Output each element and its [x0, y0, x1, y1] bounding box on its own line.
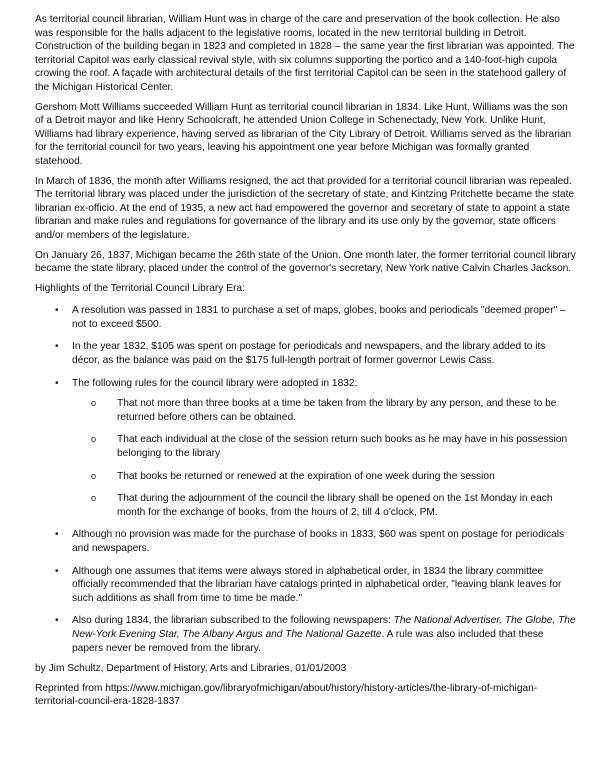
highlight-text: Although no provision was made for the purchase of books in 1833, $60 was spent on postage for periodicals and newspapers.	[72, 529, 565, 554]
highlight-item	[35, 565, 576, 606]
paragraph-williams: Gershom Mott Williams succeeded William Hunt as territorial council librarian in 1834. Like Hunt, Williams was the son of a Detroit mayor and like Henry Schoolcraft, he attended Union College in Schenectady, New York. Unlike Hunt, Williams had library experience, having served as librarian of the City Library of Detroit. Williams served as the librarian for the territorial council for two years, leaving his appointment one year before Michigan was formally granted statehood.	[35, 101, 572, 167]
highlight-item	[35, 377, 576, 520]
highlights-list	[35, 304, 576, 655]
rules-list	[72, 397, 576, 519]
bullet-icon: •	[55, 615, 59, 627]
highlight-text: Although one assumes that items were always stored in alphabetical order, in 1834 the library committee officially recommended that the librarian have catalogs printed in alphabetical order, "leaving blank leaves for such additions as shall from time to time be made."	[72, 565, 562, 604]
sub-bullet-icon: o	[91, 434, 97, 445]
rule-item	[72, 492, 576, 519]
reprint-source: Reprinted from https://www.michigan.gov/libraryofmichigan/about/history/history-articles/the-library-of-michigan-territorial-council-era-1828-1837	[35, 682, 538, 708]
bullet-icon: •	[55, 377, 59, 389]
rule-text: That during the adjournment of the council the library shall be opened on the 1st Monday in each month for the exchange of books, from the hours of 2, till 4 o'clock, PM.	[117, 493, 553, 518]
bullet-icon: •	[55, 305, 59, 317]
rule-item	[72, 433, 576, 460]
bullet-icon: •	[55, 341, 59, 353]
bullet-icon: •	[55, 529, 59, 541]
highlight-text: In the year 1832, $105 was spent on postage for periodicals and newspapers, and the library added to its décor, as the balance was paid on the $175 full-length portrait of former governor Lewis Cass.	[72, 341, 546, 367]
paragraph-repeal: In March of 1836, the month after Williams resigned, the act that provided for a territorial council librarian was repealed. The territorial library was placed under the jurisdiction of the secretary of state, and Kintzing Pritchette became the state librarian ex-officio. At the end of 1935, a new act had empowered the governor and secretary of state to appoint a state librarian and make rules and regulations for governance of the library and its use only by the governor, state officers and/or members of the legislature.	[35, 175, 575, 241]
highlight-item	[35, 340, 576, 367]
paragraph-hunt: As territorial council librarian, William Hunt was in charge of the care and preservation of the book collection. He also was responsible for the halls adjacent to the legislative rooms, located in the new territorial building in Detroit. Construction of the building began in 1823 and completed in 1828 – the same year the first librarian was appointed. The territorial Capitol was early classical revival style, with six columns supporting the portico and a 140-foot-high cupola crowing the roof. A façade with architectural details of the first territorial Capitol can be seen in the statehood gallery of the Michigan Historical Center.	[35, 14, 575, 93]
rule-text: That not more than three books at a time be taken from the library by any person, and these to be returned before others can be obtained.	[117, 398, 557, 423]
byline: by Jim Schultz, Department of History, Arts and Libraries, 01/01/2003	[35, 663, 347, 675]
highlight-text: A resolution was passed in 1831 to purchase a set of maps, globes, books and periodicals "deemed proper" – not to exceed $500.	[72, 305, 566, 330]
highlight-item	[35, 528, 576, 555]
highlights-heading: Highlights of the Territorial Council Library Era:	[35, 282, 245, 294]
highlight-item	[35, 304, 576, 331]
rule-text: That each individual at the close of the session return such books as he may have in his possession belonging to the library	[117, 434, 568, 460]
highlight-item	[35, 614, 576, 655]
sub-bullet-icon: o	[91, 398, 97, 409]
highlight-text-lead: Also during 1834, the librarian subscribed to the following newspapers:	[72, 615, 394, 627]
newspaper-titles: The National Advertiser, The Globe, The New-York Evening Star, The Albany Argus and The National Gazette	[72, 615, 576, 640]
sub-bullet-icon: o	[91, 470, 97, 481]
paragraph-statehood: On January 26, 1837, Michigan became the 26th state of the Union. One month later, the former territorial council library became the state library, placed under the control of the governor's secretary, New York native Calvin Charles Jackson.	[35, 249, 576, 275]
rule-item	[72, 470, 576, 484]
rule-text: That books be returned or renewed at the expiration of one week during the session	[117, 470, 495, 482]
highlight-text: The following rules for the council library were adopted in 1832:	[72, 377, 358, 389]
highlight-text-tail: . A rule was also included that these papers never be removed from the library.	[72, 628, 544, 654]
rule-item	[72, 397, 576, 424]
bullet-icon: •	[55, 565, 59, 577]
sub-bullet-icon: o	[91, 493, 97, 504]
